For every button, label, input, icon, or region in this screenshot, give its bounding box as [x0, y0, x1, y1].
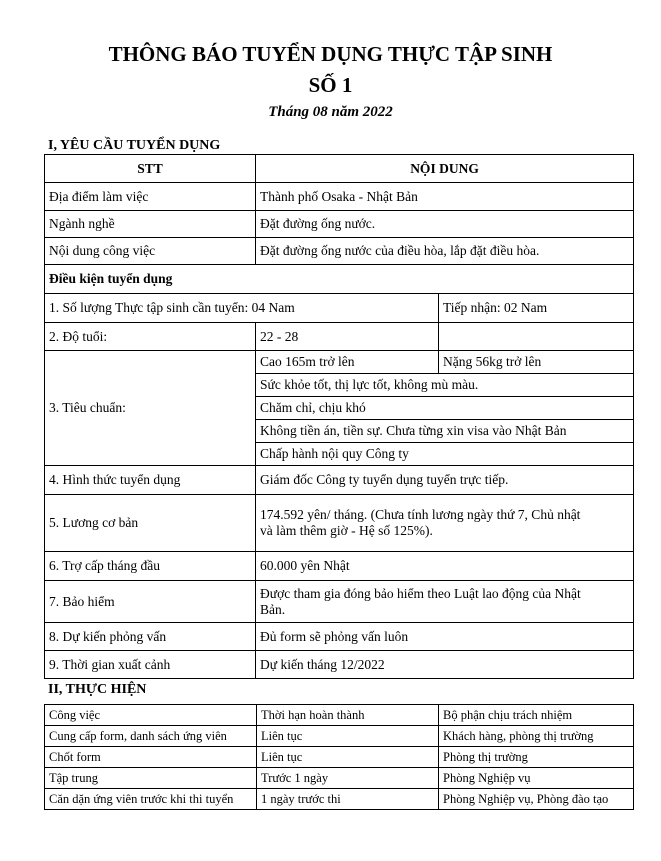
- document-date: Tháng 08 năm 2022: [268, 104, 393, 120]
- section-1-heading: I, YÊU CẦU TUYỂN DỤNG: [48, 138, 221, 153]
- conditions-heading: Điều kiện tuyển dụng: [45, 265, 634, 294]
- deadline-cell: Trước 1 ngày: [257, 768, 439, 789]
- implementation-table: [44, 704, 634, 810]
- departure-value: Dự kiến tháng 12/2022: [256, 651, 634, 679]
- industry-label: Ngành nghề: [45, 211, 256, 238]
- document-number: SỐ 1: [308, 73, 353, 97]
- header-content: NỘI DUNG: [256, 155, 634, 183]
- department-cell: Khách hàng, phòng thị trường: [439, 726, 634, 747]
- header-task: Công việc: [45, 705, 257, 726]
- age-label: 2. Độ tuổi:: [45, 323, 256, 351]
- task-cell: Căn dặn ứng viên trước khi thi tuyển: [45, 789, 257, 810]
- table-row: [45, 726, 634, 747]
- task-cell: Cung cấp form, danh sách ứng viên: [45, 726, 257, 747]
- job-content-label: Nội dung công việc: [45, 238, 256, 265]
- table-row: [45, 211, 634, 238]
- table-row: [45, 323, 634, 351]
- interview-label: 8. Dự kiến phỏng vấn: [45, 623, 256, 651]
- job-content-value: Đặt đường ống nước của điều hòa, lắp đặt điều hòa.: [256, 238, 634, 265]
- insurance-label: 7. Bảo hiểm: [45, 581, 256, 623]
- interview-value: Đủ form sẽ phỏng vấn luôn: [256, 623, 634, 651]
- standard-height: Cao 165m trở lên: [256, 351, 439, 374]
- salary-value-line2: và làm thêm giờ - Hệ số 125%).: [260, 523, 433, 538]
- task-cell: Chốt form: [45, 747, 257, 768]
- table-row: [45, 466, 634, 495]
- standard-weight: Nặng 56kg trở lên: [439, 351, 634, 374]
- table-row: [45, 495, 634, 552]
- insurance-value-line1: Được tham gia đóng bảo hiểm theo Luật lao động của Nhật: [260, 585, 581, 601]
- table-row: [45, 294, 634, 323]
- table-row: [45, 651, 634, 679]
- task-cell: Tập trung: [45, 768, 257, 789]
- table-row: [45, 351, 634, 374]
- recruit-form-label: 4. Hình thức tuyển dụng: [45, 466, 256, 495]
- standard-rules: Chấp hành nội quy Công ty: [256, 443, 634, 466]
- salary-value: [256, 495, 634, 552]
- table-row: [45, 623, 634, 651]
- insurance-value: [256, 581, 634, 623]
- section-2-heading: II, THỰC HIỆN: [48, 682, 147, 697]
- allowance-label: 6. Trợ cấp tháng đầu: [45, 552, 256, 581]
- industry-value: Đặt đường ống nước.: [256, 211, 634, 238]
- table-row: [45, 581, 634, 623]
- recruit-form-value: Giám đốc Công ty tuyển dụng tuyển trực tiếp.: [256, 466, 634, 495]
- allowance-value: 60.000 yên Nhật: [256, 552, 634, 581]
- salary-label: 5. Lương cơ bản: [45, 495, 256, 552]
- header-department: Bộ phận chịu trách nhiệm: [439, 705, 634, 726]
- age-extra: [439, 323, 634, 351]
- deadline-cell: Liên tục: [257, 747, 439, 768]
- table-row: [45, 747, 634, 768]
- table-row: [45, 789, 634, 810]
- department-cell: Phòng Nghiệp vụ, Phòng đào tạo: [439, 789, 634, 810]
- table-header-row: [45, 705, 634, 726]
- salary-value-line1: 174.592 yên/ tháng. (Chưa tính lương ngày thứ 7, Chủ nhật: [260, 507, 581, 522]
- deadline-cell: 1 ngày trước thi: [257, 789, 439, 810]
- insurance-value-line2: Bản.: [260, 601, 286, 617]
- standard-diligent: Chăm chỉ, chịu khó: [256, 397, 634, 420]
- header-stt: STT: [45, 155, 256, 183]
- work-location-label: Địa điểm làm việc: [45, 183, 256, 211]
- deadline-cell: Liên tục: [257, 726, 439, 747]
- document-title: THÔNG BÁO TUYỂN DỤNG THỰC TẬP SINH: [108, 42, 553, 66]
- table-row: [45, 238, 634, 265]
- table-row: [45, 768, 634, 789]
- header-deadline: Thời hạn hoàn thành: [257, 705, 439, 726]
- department-cell: Phòng Nghiệp vụ: [439, 768, 634, 789]
- table-row: [45, 183, 634, 211]
- requirements-table: [44, 154, 634, 679]
- table-header-row: [45, 155, 634, 183]
- age-value: 22 - 28: [256, 323, 439, 351]
- standard-health: Sức khỏe tốt, thị lực tốt, không mù màu.: [256, 374, 634, 397]
- standard-record: Không tiền án, tiền sự. Chưa từng xin visa vào Nhật Bản: [256, 420, 634, 443]
- table-row: [45, 552, 634, 581]
- work-location-value: Thành phố Osaka - Nhật Bản: [256, 183, 634, 211]
- department-cell: Phòng thị trường: [439, 747, 634, 768]
- table-row: [45, 265, 634, 294]
- quantity-label: 1. Số lượng Thực tập sinh cần tuyển: 04 Nam: [45, 294, 439, 323]
- departure-label: 9. Thời gian xuất cảnh: [45, 651, 256, 679]
- standards-label: 3. Tiêu chuẩn:: [45, 351, 256, 466]
- quantity-receive: Tiếp nhận: 02 Nam: [439, 294, 634, 323]
